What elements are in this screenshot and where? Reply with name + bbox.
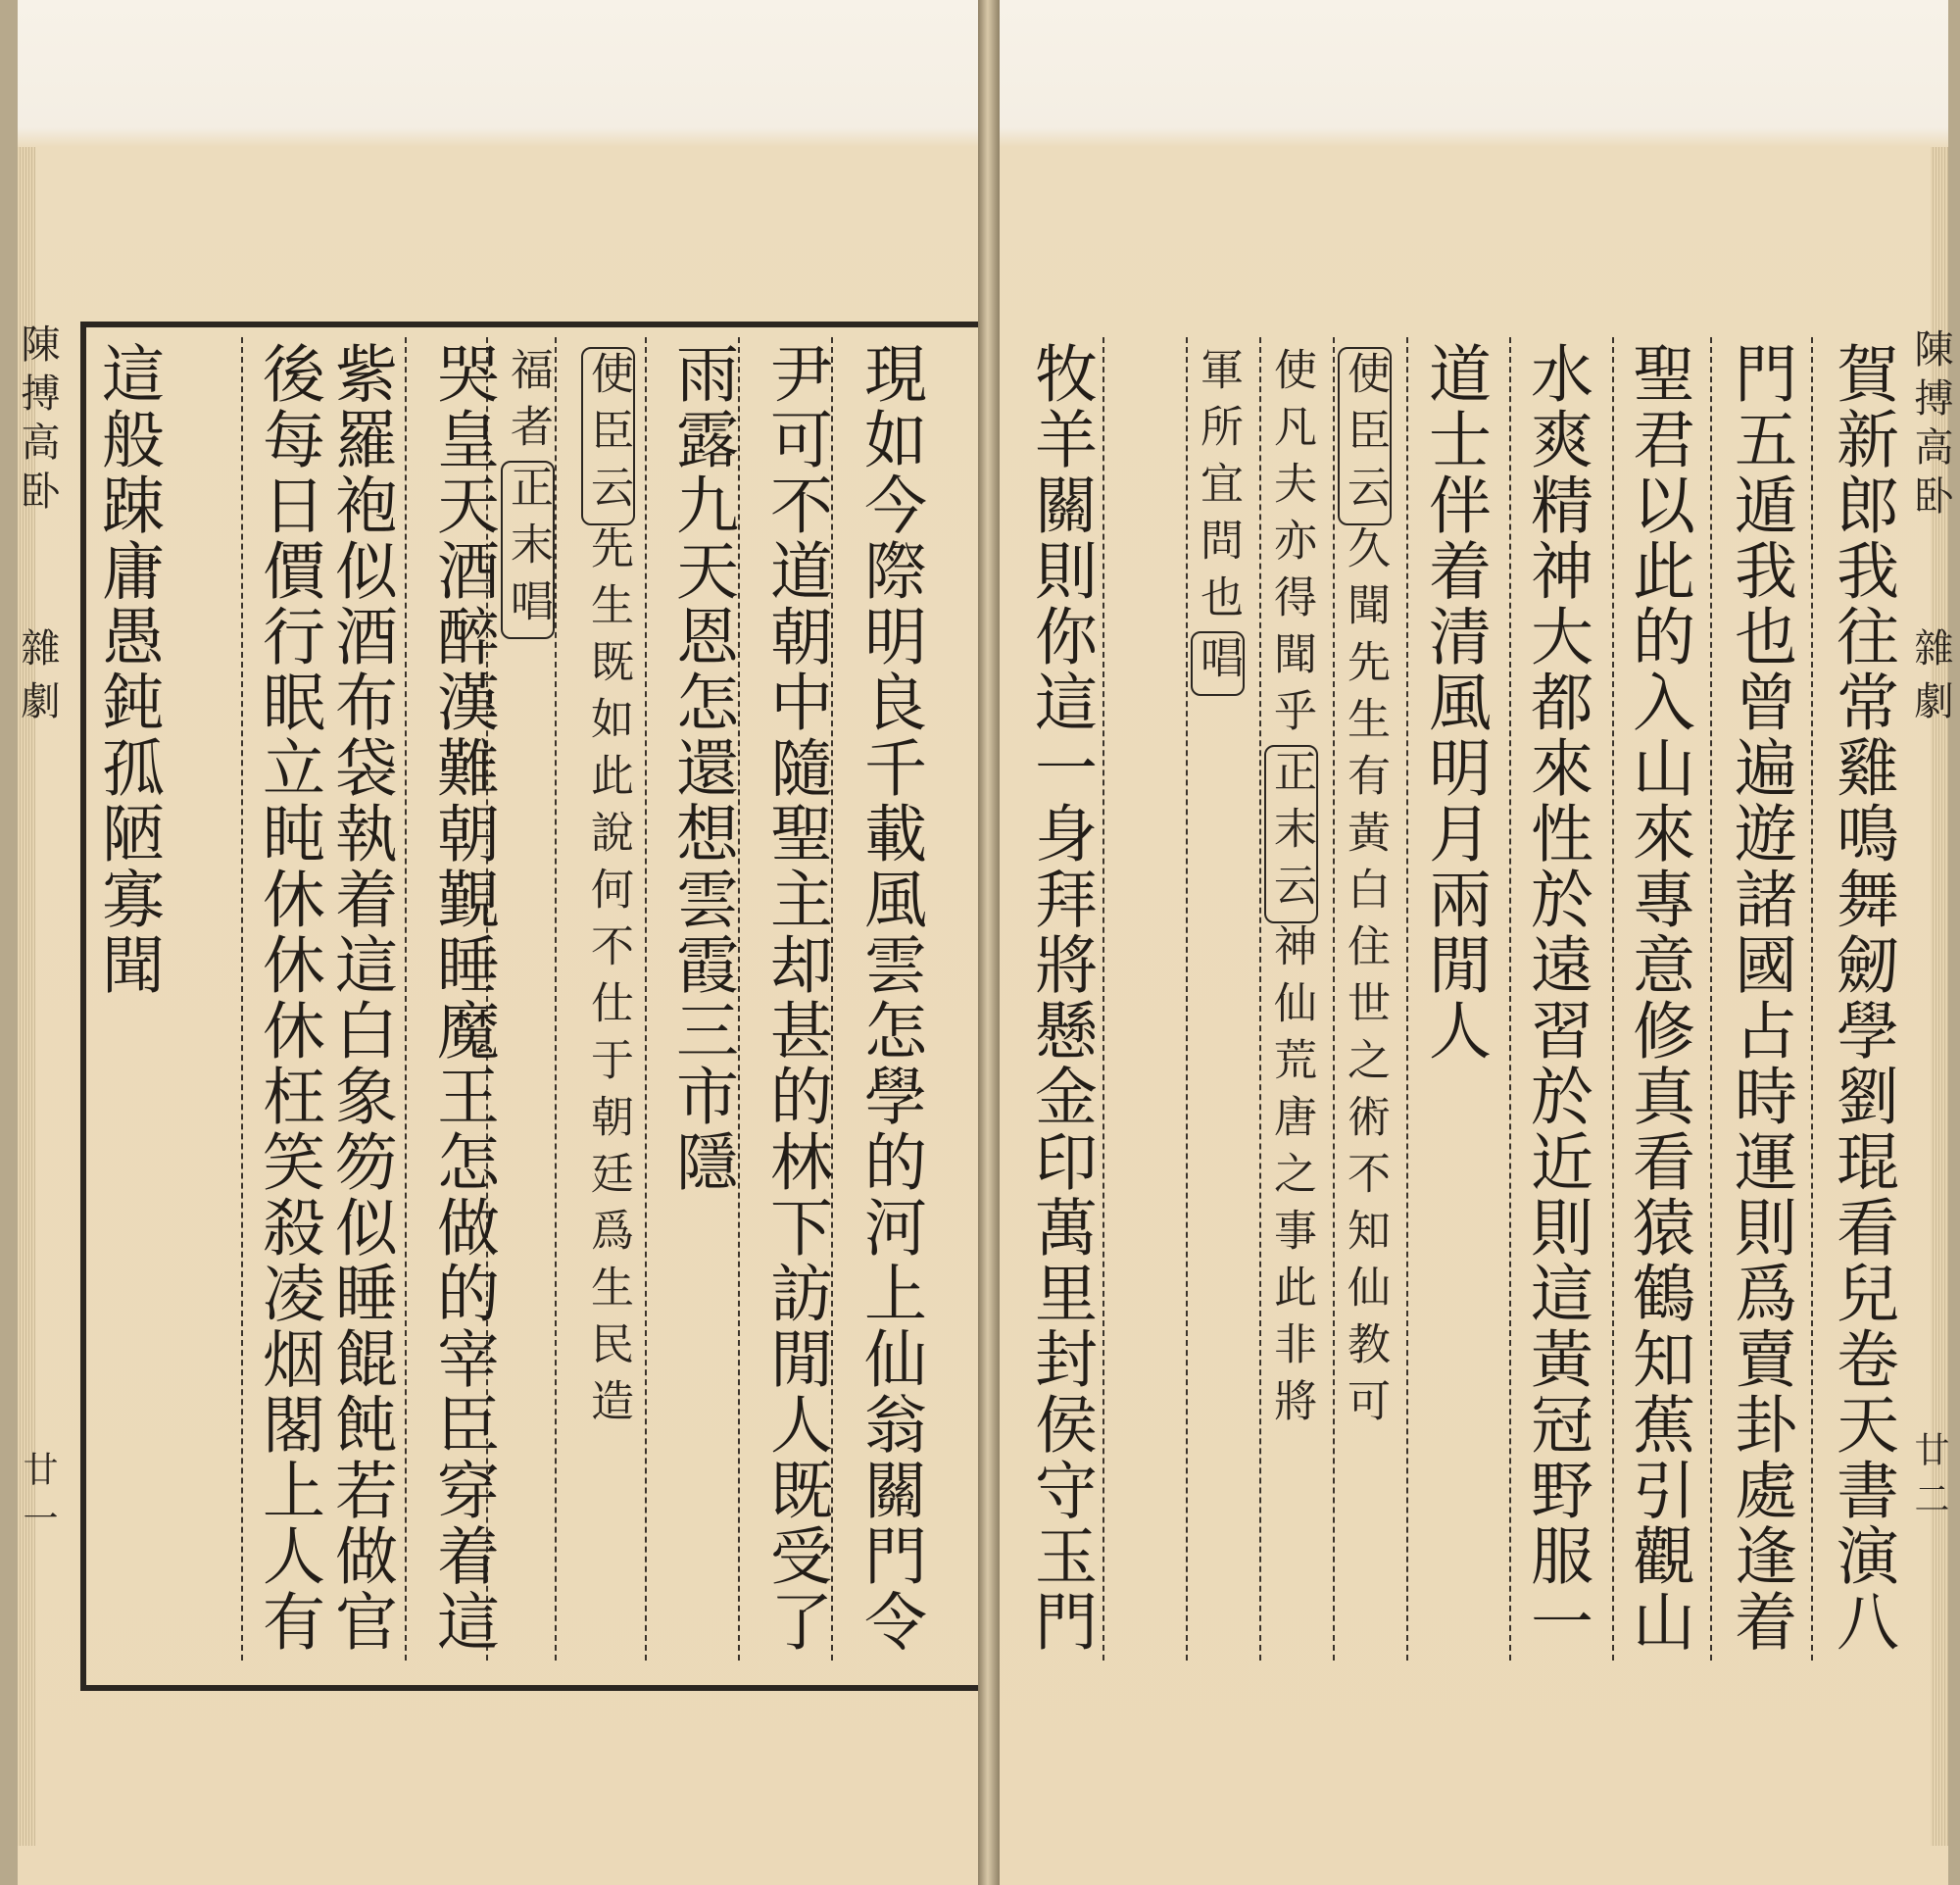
column-rule bbox=[645, 337, 647, 1661]
text-column: 雨露九天恩怎還想雲霞三市隱 bbox=[665, 341, 738, 1195]
right-margin-title: 陳搏高卧 bbox=[1908, 328, 1953, 524]
column-rule bbox=[1811, 337, 1813, 1661]
right-folio-number: 廿二 bbox=[1909, 1431, 1949, 1529]
column-rule bbox=[1102, 337, 1104, 1661]
text-column-dialogue bbox=[503, 347, 553, 639]
text-column: 現如今際明良千載風雲怎學的河上仙翁關門令 bbox=[854, 341, 926, 1655]
dialogue-text: 久聞先生有黃白住世之術不知仙教可 bbox=[1340, 525, 1390, 1435]
left-folio-number: 廿一 bbox=[18, 1451, 58, 1549]
dialogue-text: 先生既如此說何不仕于朝廷爲生民造 bbox=[583, 525, 633, 1435]
column-rule bbox=[241, 337, 243, 1661]
text-column: 牧羊關則你這一身拜將懸金印萬里封侯守玉門 bbox=[1024, 341, 1097, 1655]
text-column-dialogue bbox=[1193, 347, 1243, 696]
column-rule bbox=[555, 337, 557, 1661]
text-column-dialogue bbox=[1266, 347, 1316, 1435]
left-margin-title: 陳搏高卧 bbox=[15, 323, 60, 520]
column-rule bbox=[1333, 337, 1335, 1661]
left-margin-section: 雜劇 bbox=[15, 627, 60, 733]
role-tag-box: 正末云 bbox=[1264, 745, 1318, 923]
text-column: 這般踈庸愚鈍孤陋寡聞 bbox=[91, 341, 164, 998]
column-rule bbox=[1406, 337, 1408, 1661]
column-rule bbox=[1259, 337, 1261, 1661]
dialogue-text: 福者 bbox=[503, 347, 553, 461]
role-tag-box: 正末唱 bbox=[501, 461, 555, 639]
text-column: 紫羅袍似酒布袋執着這白象笏似睡餛飩若做官 bbox=[324, 341, 397, 1655]
text-column: 聖君以此的入山來專意修真看猿鶴知蕉引觀山 bbox=[1622, 341, 1694, 1655]
role-tag-box: 使臣云 bbox=[1338, 347, 1392, 525]
book-gutter bbox=[978, 0, 1000, 1885]
dialogue-text: 軍所宜問也 bbox=[1193, 347, 1243, 631]
right-margin-section: 雜劇 bbox=[1908, 627, 1953, 733]
dialogue-text: 使凡夫亦得聞乎 bbox=[1266, 347, 1316, 745]
text-column: 哭皇天酒醉漢難朝覲睡魔王怎做的宰臣穿着這 bbox=[426, 341, 499, 1655]
text-column: 後每日價行眠立盹休休休枉笑殺凌烟閣上人有 bbox=[252, 341, 324, 1655]
left-page bbox=[15, 0, 978, 1885]
column-rule bbox=[1612, 337, 1614, 1661]
role-tag-box: 唱 bbox=[1191, 631, 1245, 696]
column-rule bbox=[738, 337, 740, 1661]
role-tag-box: 使臣云 bbox=[581, 347, 635, 525]
text-column-dialogue bbox=[1340, 347, 1390, 1435]
text-column: 道士伴着清風明月兩閒人 bbox=[1418, 341, 1491, 1064]
column-rule bbox=[1710, 337, 1712, 1661]
column-rule bbox=[1186, 337, 1188, 1661]
column-rule bbox=[1509, 337, 1511, 1661]
text-column: 尹可不道朝中隨聖主却甚的林下訪閒人既受了 bbox=[760, 341, 832, 1655]
text-column: 門五遁我也曾遍遊諸國占時運則爲賣卦處逢着 bbox=[1724, 341, 1796, 1655]
column-rule bbox=[405, 337, 407, 1661]
text-column: 賀新郎我往常雞鳴舞劒學劉琨看兒卷天書演八 bbox=[1826, 341, 1898, 1655]
text-column: 水爽精神大都來性於遠習於近則這黃冠野服一 bbox=[1520, 341, 1592, 1655]
text-column-dialogue bbox=[583, 347, 633, 1435]
right-page bbox=[1000, 0, 1953, 1885]
dialogue-text: 神仙荒唐之事此非將 bbox=[1266, 923, 1316, 1435]
